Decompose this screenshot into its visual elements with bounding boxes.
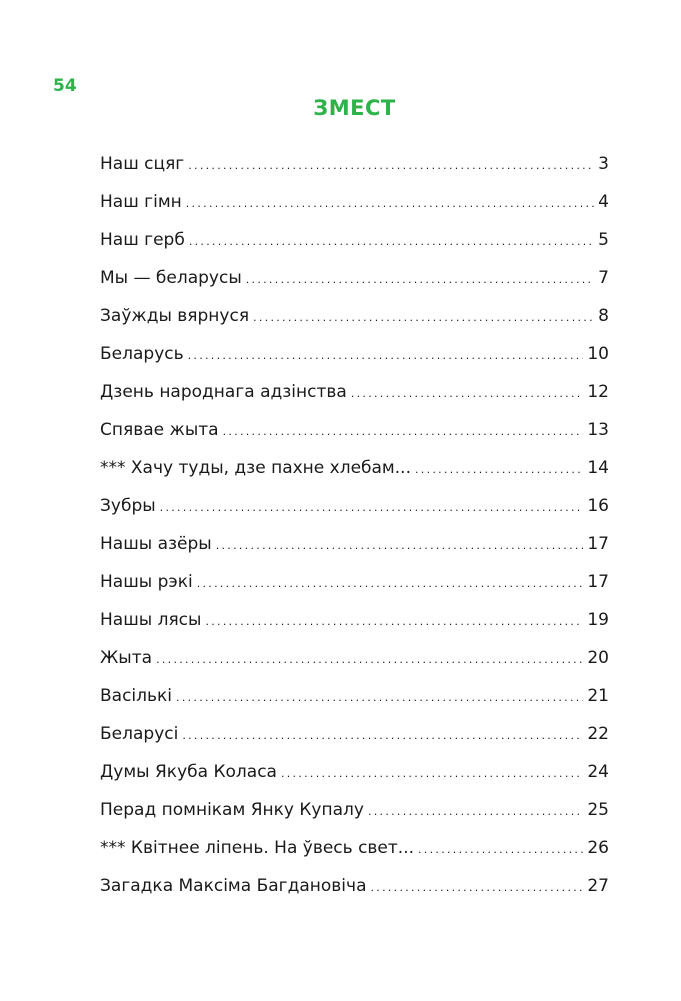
toc-entry-page: 8 [598,306,609,326]
toc-entry [100,874,609,912]
toc-entry [100,760,609,798]
dot-leader [182,722,583,748]
toc-entry [100,266,609,304]
dot-leader [281,760,583,786]
toc-entry-page: 16 [587,496,609,516]
toc-entry-page: 19 [587,610,609,630]
toc-entry-page: 21 [587,686,609,706]
dot-leader [188,152,594,178]
toc-entry-page: 4 [598,192,609,212]
toc-entry [100,228,609,266]
toc-entry-page: 5 [598,230,609,250]
dot-leader [156,646,583,672]
toc-entry [100,684,609,722]
dot-leader [415,456,583,482]
dot-leader [186,190,594,216]
toc-entry-page: 14 [587,458,609,478]
dot-leader [197,570,584,596]
toc-entry-title: Жыта [100,648,153,668]
toc-entry-page: 7 [598,268,609,288]
toc-entry-title: Нашы рэкі [100,572,193,592]
toc-entry [100,380,609,418]
dot-leader [216,532,584,558]
toc-entry-page: 22 [587,724,609,744]
toc-entry-page: 20 [587,648,609,668]
toc-entry-title: Думы Якуба Коласа [100,762,277,782]
dot-leader [160,494,584,520]
dot-leader [223,418,584,444]
toc-entry [100,494,609,532]
toc-entry [100,342,609,380]
toc-entry-title: Мы — беларусы [100,268,242,288]
toc-entry-page: 25 [587,800,609,820]
page-number: 54 [53,76,77,96]
toc-entry [100,456,609,494]
toc-entry-title: Заўжды вярнуся [100,306,250,326]
dot-leader [176,684,583,710]
dot-leader [189,228,594,254]
toc-entry-title: Наш сцяг [100,154,185,174]
toc-entry-title: *** Квітнее ліпень. На ўвесь свет... [100,838,415,858]
toc-entry-title: Зубры [100,496,156,516]
toc-entry-title: *** Хачу туды, дзе пахне хлебам... [100,458,411,478]
dot-leader [368,798,583,824]
toc-entry-page: 27 [587,876,609,896]
toc-entry-page: 17 [587,572,609,592]
toc-entry-title: Наш гімн [100,192,182,212]
toc-entry-title: Перад помнікам Янку Купалу [100,800,364,820]
toc-entry [100,646,609,684]
toc-entry-page: 26 [587,838,609,858]
page-title: ЗМЕСТ [313,96,396,120]
toc-entry [100,190,609,228]
dot-leader [351,380,584,406]
toc-entry [100,798,609,836]
toc-entry-title: Беларусі [100,724,179,744]
toc-entry-page: 17 [587,534,609,554]
toc-entry [100,418,609,456]
table-of-contents [100,152,609,912]
toc-entry [100,836,609,874]
dot-leader [246,266,594,292]
toc-entry-page: 12 [587,382,609,402]
toc-entry-title: Нашы азёры [100,534,212,554]
toc-entry [100,570,609,608]
dot-leader [253,304,594,330]
toc-entry-title: Васількі [100,686,173,706]
toc-entry [100,152,609,190]
toc-entry-page: 24 [587,762,609,782]
dot-leader [205,608,583,634]
toc-entry-title: Наш герб [100,230,185,250]
toc-entry-title: Нашы лясы [100,610,202,630]
toc-entry [100,608,609,646]
toc-entry-page: 3 [598,154,609,174]
toc-entry-title: Спявае жыта [100,420,219,440]
toc-entry-title: Беларусь [100,344,184,364]
toc-entry-page: 10 [587,344,609,364]
dot-leader [418,836,583,862]
toc-entry-title: Загадка Максіма Багдановіча [100,876,367,896]
toc-entry [100,532,609,570]
dot-leader [188,342,584,368]
dot-leader [370,874,583,900]
toc-entry-title: Дзень народнага адзінства [100,382,347,402]
toc-entry [100,722,609,760]
toc-entry [100,304,609,342]
toc-entry-page: 13 [587,420,609,440]
